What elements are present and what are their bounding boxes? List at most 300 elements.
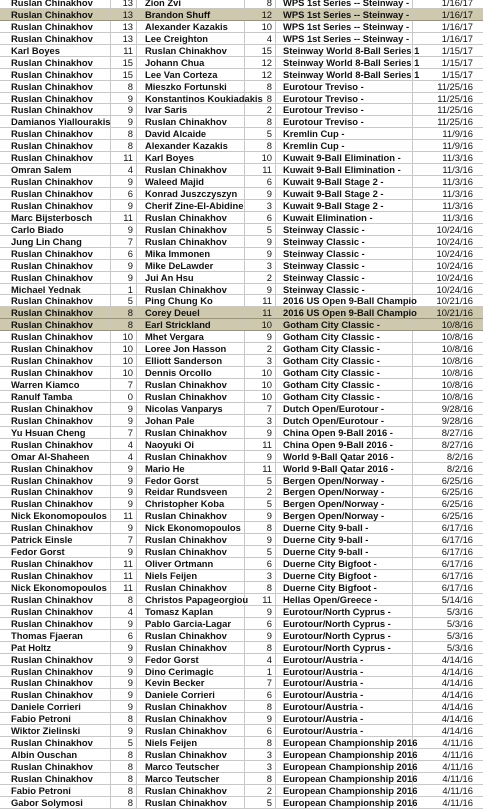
opponent-score-cell[interactable]: 9 [245,534,276,545]
player-cell[interactable]: Ruslan Chinakhov [0,498,111,509]
opponent-score-cell[interactable]: 9 [245,284,276,295]
opponent-score-cell[interactable]: 11 [245,295,276,306]
player-score-cell[interactable]: 10 [111,355,137,366]
opponent-cell[interactable]: Ruslan Chinakhov [137,116,245,127]
opponent-score-cell[interactable]: 8 [245,701,276,712]
event-cell[interactable]: Bergen Open/Norway - [276,475,413,486]
opponent-cell[interactable]: Oliver Ortmann [137,558,245,569]
event-cell[interactable]: WPS 1st Series -- Steinway - [276,21,413,32]
event-cell[interactable]: Eurotour/Austria - [276,713,413,724]
event-cell[interactable]: Gotham City Classic - [276,355,413,366]
player-cell[interactable]: Ruslan Chinakhov [0,152,111,163]
player-score-cell[interactable]: 9 [111,654,137,665]
date-cell[interactable]: 11/3/16 [442,199,473,211]
date-cell[interactable]: 11/9/16 [442,128,473,140]
player-score-cell[interactable]: 9 [111,260,137,271]
opponent-score-cell[interactable]: 3 [245,355,276,366]
opponent-cell[interactable]: Reidar Rundsveen [137,486,245,497]
table-row[interactable] [0,534,483,546]
opponent-score-cell[interactable]: 7 [245,403,276,414]
player-cell[interactable]: Ruslan Chinakhov [0,331,111,342]
player-score-cell[interactable]: 9 [111,522,137,533]
opponent-cell[interactable]: Christos Papageorgiou [137,594,245,605]
player-score-cell[interactable]: 8 [111,773,137,784]
table-row[interactable] [0,642,483,654]
opponent-score-cell[interactable]: 15 [245,45,276,56]
opponent-cell[interactable]: Ruslan Chinakhov [137,713,245,724]
date-cell[interactable]: 11/25/16 [437,92,473,104]
table-row[interactable] [0,785,483,797]
opponent-score-cell[interactable]: 4 [245,654,276,665]
date-cell[interactable]: 8/27/16 [441,438,473,450]
table-row[interactable] [0,666,483,678]
opponent-cell[interactable]: Ruslan Chinakhov [137,546,245,557]
event-cell[interactable]: European Championship 2016 [276,797,413,808]
player-score-cell[interactable]: 4 [111,164,137,175]
opponent-cell[interactable]: Ruslan Chinakhov [137,224,245,235]
opponent-score-cell[interactable]: 6 [245,176,276,187]
opponent-score-cell[interactable]: 9 [245,188,276,199]
date-cell[interactable]: 4/14/16 [441,713,473,725]
player-cell[interactable]: Ruslan Chinakhov [0,33,111,44]
date-cell[interactable]: 4/14/16 [441,665,473,677]
table-row[interactable] [0,319,483,331]
table-row[interactable] [0,0,483,9]
opponent-cell[interactable]: Ruslan Chinakhov [137,749,245,760]
player-score-cell[interactable]: 9 [111,415,137,426]
opponent-cell[interactable]: Ruslan Chinakhov [137,534,245,545]
opponent-cell[interactable]: Ruslan Chinakhov [137,642,245,653]
opponent-cell[interactable]: Konstantinos Koukiadakis [137,93,245,104]
date-cell[interactable]: 1/16/17 [441,20,473,32]
event-cell[interactable]: Kremlin Cup - [276,128,413,139]
opponent-score-cell[interactable]: 8 [245,642,276,653]
table-row[interactable] [0,284,483,296]
date-cell[interactable]: 9/28/16 [441,402,473,414]
opponent-cell[interactable]: Earl Strickland [137,319,245,330]
opponent-cell[interactable]: Johann Chua [137,57,245,68]
event-cell[interactable]: European Championship 2016 [276,737,413,748]
opponent-cell[interactable]: Mhet Vergara [137,331,245,342]
table-row[interactable] [0,701,483,713]
event-cell[interactable]: Duerne City 9-ball - [276,534,413,545]
opponent-cell[interactable]: Alexander Kazakis [137,21,245,32]
table-row[interactable] [0,582,483,594]
event-cell[interactable]: Eurotour/North Cyprus - [276,618,413,629]
date-cell[interactable]: 5/3/16 [446,629,473,641]
table-row[interactable] [0,713,483,725]
date-cell[interactable]: 8/2/16 [446,450,473,462]
table-row[interactable] [0,522,483,534]
opponent-cell[interactable]: Elliott Sanderson [137,355,245,366]
table-row[interactable] [0,343,483,355]
opponent-cell[interactable]: Johan Pale [137,415,245,426]
table-row[interactable] [0,367,483,379]
opponent-score-cell[interactable]: 4 [245,33,276,44]
table-row[interactable] [0,379,483,391]
date-cell[interactable]: 4/14/16 [441,653,473,665]
table-row[interactable] [0,224,483,236]
opponent-score-cell[interactable]: 10 [245,319,276,330]
table-row[interactable] [0,248,483,260]
player-score-cell[interactable]: 9 [111,116,137,127]
opponent-cell[interactable]: Fedor Gorst [137,654,245,665]
table-row[interactable] [0,558,483,570]
date-cell[interactable]: 1/15/17 [441,44,473,56]
player-score-cell[interactable]: 9 [111,546,137,557]
opponent-score-cell[interactable]: 5 [245,128,276,139]
table-row[interactable] [0,212,483,224]
date-cell[interactable]: 4/14/16 [441,677,473,689]
player-cell[interactable]: Patrick Einsle [0,534,111,545]
date-cell[interactable]: 6/25/16 [441,510,473,522]
opponent-score-cell[interactable]: 8 [245,582,276,593]
date-cell[interactable]: 10/8/16 [441,343,473,355]
opponent-score-cell[interactable]: 8 [245,140,276,151]
event-cell[interactable]: WPS 1st Series -- Steinway - [276,0,413,8]
opponent-score-cell[interactable]: 9 [245,331,276,342]
event-cell[interactable]: Steinway World 8-Ball Series 1 [276,69,413,80]
event-cell[interactable]: Steinway Classic - [276,248,413,259]
player-score-cell[interactable]: 13 [111,9,137,20]
table-row[interactable] [0,797,483,809]
player-cell[interactable]: Jung Lin Chang [0,236,111,247]
opponent-score-cell[interactable]: 8 [245,116,276,127]
table-row[interactable] [0,188,483,200]
date-cell[interactable]: 11/25/16 [437,80,473,92]
player-cell[interactable]: Warren Kiamco [0,379,111,390]
player-cell[interactable]: Ruslan Chinakhov [0,0,111,8]
date-cell[interactable]: 11/25/16 [437,104,473,116]
event-cell[interactable]: Eurotour Treviso - [276,116,413,127]
date-cell[interactable]: 1/15/17 [441,56,473,68]
opponent-score-cell[interactable]: 2 [245,272,276,283]
table-row[interactable] [0,164,483,176]
player-cell[interactable]: Ruslan Chinakhov [0,439,111,450]
date-cell[interactable]: 1/16/17 [441,0,473,8]
event-cell[interactable]: European Championship 2016 [276,773,413,784]
date-cell[interactable]: 11/9/16 [442,140,473,152]
event-cell[interactable]: Duerne City Bigfoot - [276,558,413,569]
date-cell[interactable]: 8/2/16 [446,462,473,474]
date-cell[interactable]: 10/24/16 [436,247,473,259]
player-score-cell[interactable]: 9 [111,701,137,712]
event-cell[interactable]: WPS 1st Series -- Steinway - [276,33,413,44]
player-cell[interactable]: Ruslan Chinakhov [0,773,111,784]
opponent-score-cell[interactable]: 11 [245,594,276,605]
table-row[interactable] [0,403,483,415]
table-row[interactable] [0,9,483,21]
event-cell[interactable]: Eurotour Treviso - [276,104,413,115]
player-cell[interactable]: Ruslan Chinakhov [0,355,111,366]
player-score-cell[interactable]: 9 [111,642,137,653]
date-cell[interactable]: 6/17/16 [441,522,473,534]
opponent-cell[interactable]: Ruslan Chinakhov [137,701,245,712]
opponent-score-cell[interactable]: 9 [245,606,276,617]
opponent-cell[interactable]: Brandon Shuff [137,9,245,20]
player-cell[interactable]: Ruslan Chinakhov [0,248,111,259]
opponent-score-cell[interactable]: 3 [245,761,276,772]
event-cell[interactable]: Eurotour/North Cyprus - [276,630,413,641]
table-row[interactable] [0,546,483,558]
opponent-cell[interactable]: Dino Cerimagic [137,666,245,677]
player-score-cell[interactable]: 7 [111,534,137,545]
event-cell[interactable]: Eurotour/North Cyprus - [276,642,413,653]
table-row[interactable] [0,725,483,737]
event-cell[interactable]: 2016 US Open 9-Ball Champio [276,295,413,306]
opponent-cell[interactable]: Marco Teutscher [137,761,245,772]
event-cell[interactable]: Steinway World 8-Ball Series 1 [276,57,413,68]
table-row[interactable] [0,630,483,642]
opponent-score-cell[interactable]: 9 [245,451,276,462]
player-cell[interactable]: Karl Boyes [0,45,111,56]
player-cell[interactable]: Wiktor Zielinski [0,725,111,736]
opponent-score-cell[interactable]: 10 [245,152,276,163]
player-score-cell[interactable]: 8 [111,797,137,808]
date-cell[interactable]: 4/11/16 [442,761,473,772]
player-score-cell[interactable]: 9 [111,725,137,736]
opponent-cell[interactable]: Ruslan Chinakhov [137,45,245,56]
event-cell[interactable]: Eurotour/Austria - [276,654,413,665]
event-cell[interactable]: Bergen Open/Norway - [276,498,413,509]
opponent-score-cell[interactable]: 11 [245,439,276,450]
event-cell[interactable]: Eurotour/Austria - [276,725,413,736]
opponent-score-cell[interactable]: 6 [245,618,276,629]
opponent-score-cell[interactable]: 8 [245,0,276,8]
table-row[interactable] [0,451,483,463]
opponent-cell[interactable]: Ruslan Chinakhov [137,164,245,175]
opponent-cell[interactable]: Nicolas Vanparys [137,403,245,414]
event-cell[interactable]: Bergen Open/Norway - [276,510,413,521]
player-score-cell[interactable]: 6 [111,248,137,259]
date-cell[interactable]: 8/27/16 [441,426,473,438]
event-cell[interactable]: Dutch Open/Eurotour - [276,415,413,426]
date-cell[interactable]: 11/3/16 [442,188,473,199]
opponent-cell[interactable]: Ruslan Chinakhov [137,451,245,462]
opponent-score-cell[interactable]: 5 [245,546,276,557]
player-cell[interactable]: Ruslan Chinakhov [0,403,111,414]
table-row[interactable] [0,21,483,33]
player-score-cell[interactable]: 11 [111,582,137,593]
event-cell[interactable]: Duerne City Bigfoot - [276,570,413,581]
opponent-score-cell[interactable]: 6 [245,689,276,700]
opponent-cell[interactable]: Mika Immonen [137,248,245,259]
opponent-cell[interactable]: Jui An Hsu [137,272,245,283]
table-row[interactable] [0,427,483,439]
opponent-cell[interactable]: Ivar Saris [137,104,245,115]
player-cell[interactable]: Ruslan Chinakhov [0,594,111,605]
opponent-cell[interactable]: Christopher Koba [137,498,245,509]
table-row[interactable] [0,260,483,272]
player-score-cell[interactable]: 7 [111,427,137,438]
date-cell[interactable]: 10/8/16 [441,379,473,390]
event-cell[interactable]: European Championship 2016 [276,749,413,760]
date-cell[interactable]: 10/24/16 [436,259,473,271]
event-cell[interactable]: Dutch Open/Eurotour - [276,403,413,414]
player-score-cell[interactable]: 9 [111,666,137,677]
opponent-cell[interactable]: Pablo Garcia-Lagar [137,618,245,629]
opponent-cell[interactable]: Ruslan Chinakhov [137,630,245,641]
opponent-score-cell[interactable]: 6 [245,725,276,736]
table-row[interactable] [0,475,483,487]
player-cell[interactable]: Ruslan Chinakhov [0,176,111,187]
table-row[interactable] [0,761,483,773]
opponent-score-cell[interactable]: 9 [245,248,276,259]
player-cell[interactable]: Ruslan Chinakhov [0,93,111,104]
player-cell[interactable]: Ruslan Chinakhov [0,200,111,211]
opponent-score-cell[interactable]: 6 [245,558,276,569]
date-cell[interactable]: 10/24/16 [436,283,473,295]
player-score-cell[interactable]: 13 [111,0,137,8]
event-cell[interactable]: Steinway Classic - [276,284,413,295]
player-cell[interactable]: Ruslan Chinakhov [0,558,111,569]
date-cell[interactable]: 5/3/16 [446,641,473,653]
date-cell[interactable]: 11/3/16 [442,211,473,223]
player-cell[interactable]: Ruslan Chinakhov [0,677,111,688]
date-cell[interactable]: 6/25/16 [441,498,473,510]
opponent-score-cell[interactable]: 5 [245,224,276,235]
date-cell[interactable]: 10/8/16 [441,319,473,331]
event-cell[interactable]: Kuwait Elimination - [276,212,413,223]
opponent-cell[interactable]: Ruslan Chinakhov [137,427,245,438]
event-cell[interactable]: Kuwait 9-Ball Elimination - [276,152,413,163]
player-score-cell[interactable]: 8 [111,785,137,796]
opponent-cell[interactable]: Ruslan Chinakhov [137,797,245,808]
event-cell[interactable]: European Championship 2016 [276,785,413,796]
player-score-cell[interactable]: 9 [111,475,137,486]
player-score-cell[interactable]: 13 [111,21,137,32]
opponent-cell[interactable]: Dennis Orcollo [137,367,245,378]
table-row[interactable] [0,654,483,666]
opponent-score-cell[interactable]: 8 [245,773,276,784]
event-cell[interactable]: Kuwait 9-Ball Stage 2 - [276,176,413,187]
opponent-score-cell[interactable]: 10 [245,391,276,402]
player-score-cell[interactable]: 7 [111,236,137,247]
player-score-cell[interactable]: 7 [111,379,137,390]
opponent-cell[interactable]: Ruslan Chinakhov [137,510,245,521]
opponent-score-cell[interactable]: 8 [245,522,276,533]
player-cell[interactable]: Ruslan Chinakhov [0,463,111,474]
opponent-score-cell[interactable]: 5 [245,498,276,509]
opponent-score-cell[interactable]: 8 [245,81,276,92]
opponent-cell[interactable]: Ping Chung Ko [137,295,245,306]
player-cell[interactable]: Ruslan Chinakhov [0,486,111,497]
player-cell[interactable]: Ruslan Chinakhov [0,260,111,271]
opponent-cell[interactable]: Niels Feijen [137,737,245,748]
event-cell[interactable]: Gotham City Classic - [276,379,413,390]
player-cell[interactable]: Nick Ekonomopoulos [0,582,111,593]
opponent-score-cell[interactable]: 3 [245,260,276,271]
opponent-cell[interactable]: Cherif Zine-El-Abidine [137,200,245,211]
table-row[interactable] [0,81,483,93]
event-cell[interactable]: Eurotour Treviso - [276,93,413,104]
opponent-cell[interactable]: Lee Creighton [137,33,245,44]
table-row[interactable] [0,331,483,343]
event-cell[interactable]: Steinway Classic - [276,272,413,283]
opponent-cell[interactable]: Karl Boyes [137,152,245,163]
player-cell[interactable]: Ruslan Chinakhov [0,618,111,629]
event-cell[interactable]: Eurotour/Austria - [276,689,413,700]
date-cell[interactable]: 4/11/16 [442,737,473,749]
table-row[interactable] [0,272,483,284]
opponent-score-cell[interactable]: 3 [245,200,276,211]
date-cell[interactable]: 5/14/16 [441,593,473,605]
opponent-score-cell[interactable]: 3 [245,570,276,581]
player-score-cell[interactable]: 13 [111,33,137,44]
player-cell[interactable]: Ruslan Chinakhov [0,307,111,318]
date-cell[interactable]: 9/28/16 [441,414,473,426]
player-cell[interactable]: Ruslan Chinakhov [0,666,111,677]
date-cell[interactable]: 1/16/17 [441,32,473,44]
opponent-cell[interactable]: Ruslan Chinakhov [137,785,245,796]
player-cell[interactable]: Omar Al-Shaheen [0,451,111,462]
table-row[interactable] [0,140,483,152]
opponent-cell[interactable]: Ruslan Chinakhov [137,284,245,295]
date-cell[interactable]: 10/8/16 [441,355,473,367]
player-cell[interactable]: Ruslan Chinakhov [0,128,111,139]
date-cell[interactable]: 4/11/16 [442,784,473,796]
player-cell[interactable]: Michael Yednak [0,284,111,295]
date-cell[interactable]: 4/14/16 [441,701,473,713]
table-row[interactable] [0,594,483,606]
opponent-score-cell[interactable]: 11 [245,164,276,175]
opponent-score-cell[interactable]: 6 [245,212,276,223]
opponent-cell[interactable]: Naoyuki Oi [137,439,245,450]
player-score-cell[interactable]: 4 [111,439,137,450]
table-row[interactable] [0,737,483,749]
event-cell[interactable]: Steinway Classic - [276,260,413,271]
opponent-score-cell[interactable]: 12 [245,9,276,20]
player-cell[interactable]: Ruslan Chinakhov [0,188,111,199]
table-row[interactable] [0,355,483,367]
player-cell[interactable]: Ruslan Chinakhov [0,140,111,151]
opponent-score-cell[interactable]: 9 [245,236,276,247]
player-cell[interactable]: Ruslan Chinakhov [0,654,111,665]
table-row[interactable] [0,689,483,701]
player-score-cell[interactable]: 10 [111,367,137,378]
event-cell[interactable]: Gotham City Classic - [276,319,413,330]
table-row[interactable] [0,45,483,57]
player-score-cell[interactable]: 6 [111,188,137,199]
opponent-score-cell[interactable]: 5 [245,797,276,808]
table-row[interactable] [0,307,483,319]
table-row[interactable] [0,236,483,248]
player-cell[interactable]: Fedor Gorst [0,546,111,557]
date-cell[interactable]: 1/15/17 [441,68,473,80]
player-cell[interactable]: Ruslan Chinakhov [0,69,111,80]
opponent-score-cell[interactable]: 8 [245,737,276,748]
player-score-cell[interactable]: 9 [111,689,137,700]
player-score-cell[interactable]: 8 [111,307,137,318]
player-cell[interactable]: Ruslan Chinakhov [0,570,111,581]
opponent-score-cell[interactable]: 2 [245,486,276,497]
player-cell[interactable]: Carlo Biado [0,224,111,235]
player-cell[interactable]: Ruslan Chinakhov [0,475,111,486]
player-cell[interactable]: Fabio Petroni [0,713,111,724]
player-cell[interactable]: Albin Ouschan [0,749,111,760]
player-score-cell[interactable]: 9 [111,200,137,211]
date-cell[interactable]: 11/3/16 [442,176,473,188]
table-row[interactable] [0,415,483,427]
event-cell[interactable]: Kremlin Cup - [276,140,413,151]
event-cell[interactable]: World 9-Ball Qatar 2016 - [276,451,413,462]
opponent-score-cell[interactable]: 2 [245,343,276,354]
player-cell[interactable]: Ruslan Chinakhov [0,104,111,115]
event-cell[interactable]: Gotham City Classic - [276,343,413,354]
player-score-cell[interactable]: 9 [111,463,137,474]
opponent-score-cell[interactable]: 9 [245,510,276,521]
player-score-cell[interactable]: 9 [111,176,137,187]
